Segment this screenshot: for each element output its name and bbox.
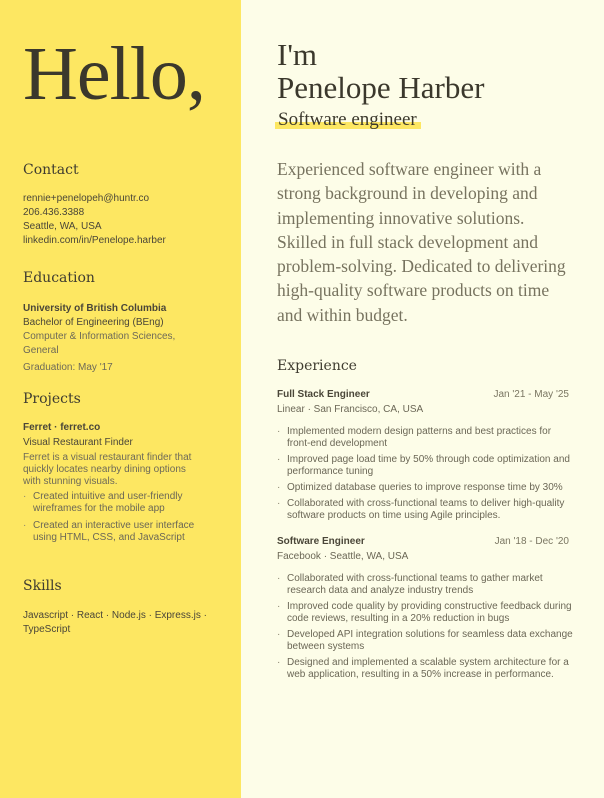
job-dates: Jan '21 - May '25 <box>493 389 569 400</box>
list-item: · Designed and implemented a scalable system architecture for a web application, resulting in a 50% increase in performance. <box>277 657 577 681</box>
job-bullets <box>277 573 577 681</box>
contact-block <box>23 192 228 248</box>
list-item: · Improved page load time by 50% through code optimization and performance tuning <box>277 454 577 478</box>
job-bullets <box>277 426 577 522</box>
project-subtitle: Visual Restaurant Finder <box>23 437 133 448</box>
education-school: University of British Columbia <box>23 303 167 314</box>
skills-block <box>23 609 228 637</box>
contact-phone: 206.436.3388 <box>23 207 85 218</box>
full-name: Penelope Harber <box>277 70 485 105</box>
skills-line2: TypeScript <box>23 624 71 635</box>
list-item: · Collaborated with cross-functional teams to gather market research data and analyze industry trends <box>277 573 577 597</box>
job-entry <box>277 535 577 681</box>
im-label: I'm <box>277 37 318 72</box>
contact-email[interactable]: rennie+penelopeh@huntr.co <box>23 193 150 204</box>
project-block <box>23 421 228 544</box>
education-degree: Bachelor of Engineering (BEng) <box>23 317 164 328</box>
list-item: · Implemented modern design patterns and best practices for front-end development <box>277 426 577 450</box>
skills-heading: Skills <box>23 578 62 594</box>
project-desc-line2: quickly locates nearby dining options <box>23 464 186 475</box>
job-company: Facebook · Seattle, WA, USA <box>277 551 409 562</box>
contact-linkedin[interactable]: linkedin.com/in/Penelope.harber <box>23 235 166 246</box>
list-item: · Improved code quality by providing constructive feedback during code reviews, resulting in a 20% reduction in bugs <box>277 601 577 625</box>
project-desc-line1: Ferret is a visual restaurant finder that <box>23 452 192 463</box>
education-field-line2: General <box>23 345 59 356</box>
projects-heading: Projects <box>23 391 81 407</box>
role-title: Software engineer <box>275 109 421 131</box>
greeting-heading: Hello, <box>23 32 205 116</box>
experience-heading: Experience <box>277 358 357 374</box>
job-title: Full Stack Engineer <box>277 389 370 400</box>
education-graduation: Graduation: May '17 <box>23 362 113 373</box>
education-field-line1: Computer & Information Sciences, <box>23 331 176 342</box>
skills-line1: Javascript · React · Node.js · Express.js · <box>23 610 207 621</box>
list-item: · Collaborated with cross-functional teams to deliver high-quality software products on time using Agile principles. <box>277 498 577 522</box>
job-company: Linear · San Francisco, CA, USA <box>277 404 424 415</box>
name-heading <box>277 38 484 104</box>
job-entry <box>277 388 577 522</box>
project-bullets <box>23 491 208 544</box>
list-item: · Created intuitive and user-friendly wireframes for the mobile app <box>23 491 208 515</box>
list-item: · Optimized database queries to improve response time by 30% <box>277 482 577 494</box>
summary-text: Experienced software engineer with a strong background in developing and implementing innovative solutions. Skilled in full stack development and problem-solving. Dedicated to delivering high-quality software products on time and within budget. <box>277 159 566 325</box>
education-block <box>23 302 228 375</box>
job-dates: Jan '18 - Dec '20 <box>494 536 569 547</box>
project-desc-line3: with stunning visuals. <box>23 476 118 487</box>
list-item: · Created an interactive user interface using HTML, CSS, and JavaScript <box>23 520 208 544</box>
contact-location: Seattle, WA, USA <box>23 221 102 232</box>
education-heading: Education <box>23 270 95 286</box>
project-name[interactable]: Ferret · ferret.co <box>23 422 101 433</box>
job-title: Software Engineer <box>277 536 365 547</box>
contact-heading: Contact <box>23 162 79 178</box>
list-item: · Developed API integration solutions for seamless data exchange between systems <box>277 629 577 653</box>
